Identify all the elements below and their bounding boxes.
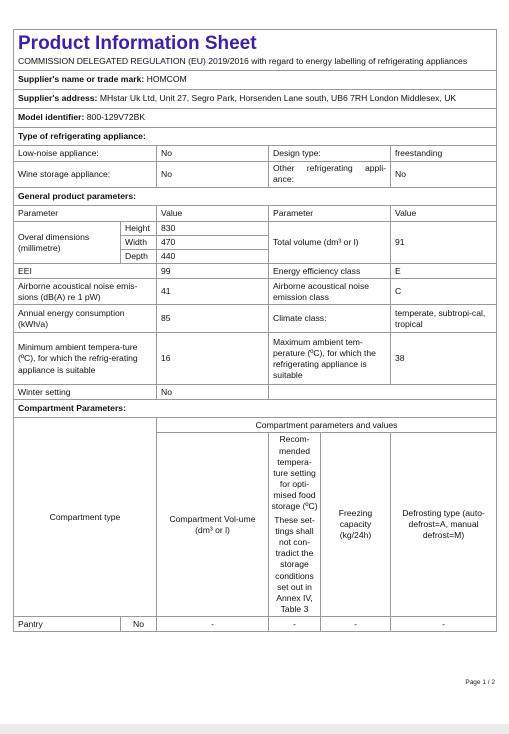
design-type-value: freestanding [391, 145, 497, 161]
compartment-heading-row [14, 400, 497, 418]
width-label: Width [121, 236, 157, 250]
dimension-height-row [14, 221, 497, 235]
compartment-volume-cell: - [157, 617, 269, 632]
parameter-header-right: Parameter [269, 205, 391, 221]
energy-class-label: Energy efficiency class [269, 264, 391, 279]
recommended-temperature-text: Recom-mended tempera-ture setting for opti-mised food storage (ºC) [271, 434, 318, 512]
low-noise-value: No [157, 145, 269, 161]
supplier-name-row [14, 70, 497, 89]
model-identifier-row [14, 108, 497, 127]
winter-setting-value: No [157, 385, 269, 400]
other-appliance-value: No [391, 161, 497, 187]
climate-class-value: temperate, subtropi-cal, tropical [391, 305, 497, 333]
ambient-temperature-row [14, 333, 497, 385]
noise-class-label: Airborne acoustical noise emission class [269, 279, 391, 305]
page-title: Product Information Sheet [18, 33, 257, 54]
page-number: Page 1 / 2 [465, 679, 495, 686]
winter-setting-empty [269, 385, 497, 400]
width-value: 470 [157, 236, 269, 250]
supplier-name-cell [14, 70, 497, 89]
noise-emission-value: 41 [157, 279, 269, 305]
freezing-capacity-header: Freezing capacity (kg/24h) [321, 433, 391, 617]
climate-class-label: Climate class: [269, 305, 391, 333]
eei-label: EEI [14, 264, 157, 279]
noise-emission-label: Airborne acoustical noise emis-sions (dB(A) re 1 pW) [14, 279, 157, 305]
compartment-volume-header: Compartment Vol-ume (dm³ or l) [157, 433, 269, 617]
winter-setting-label: Winter setting [14, 385, 157, 400]
wine-storage-row [14, 161, 497, 187]
supplier-address-value: MHstar Uk Ltd, Unit 27, Segro Park, Horsenden Lane south, UB6 7RH London Middlesex, UK [99, 93, 457, 104]
regulation-text: COMMISSION DELEGATED REGULATION (EU) 2019/2016 with regard to energy labelling of refrigerating appliances [18, 55, 468, 66]
compartment-params-heading-row [14, 418, 497, 433]
winter-setting-row [14, 385, 497, 400]
depth-label: Depth [121, 250, 157, 264]
value-header-left: Value [157, 205, 269, 221]
max-ambient-temp-label: Maximum ambient tem-perature (ºC), for which the refrigerating appliance is suitable [269, 333, 391, 385]
min-ambient-temp-label: Minimum ambient tempera-ture (ºC), for which the refrig-erating appliance is suitable [14, 333, 157, 385]
compartment-freezing-cell: - [321, 617, 391, 632]
appliance-type-heading: Type of refrigerating appliance: [14, 127, 497, 145]
supplier-address-cell [14, 89, 497, 108]
noise-class-value: C [391, 279, 497, 305]
max-ambient-temp-value: 38 [391, 333, 497, 385]
title-row [14, 30, 497, 71]
height-label: Height [121, 221, 157, 235]
wine-storage-label: Wine storage appliance: [14, 161, 157, 187]
recommended-temperature-header [269, 433, 321, 617]
annual-energy-value: 85 [157, 305, 269, 333]
eei-row [14, 264, 497, 279]
model-identifier-cell [14, 108, 497, 127]
general-column-header-row [14, 205, 497, 221]
defrosting-type-header: Defrosting type (auto-defrost=A, manual defrost=M) [391, 433, 497, 617]
annual-energy-label: Annual energy consumption (kWh/a) [14, 305, 157, 333]
total-volume-value: 91 [391, 221, 497, 264]
height-value: 830 [157, 221, 269, 235]
table-row [14, 617, 497, 632]
general-heading-row [14, 187, 497, 205]
supplier-name-label: Supplier's name or trade mark: [18, 74, 145, 85]
total-volume-label: Total volume (dm³ or l) [269, 221, 391, 264]
appliance-type-heading-row [14, 127, 497, 145]
other-appliance-label: Other refrigerating appli-ance: [269, 161, 391, 187]
design-type-label: Design type: [269, 145, 391, 161]
supplier-address-row [14, 89, 497, 108]
product-information-table [13, 29, 497, 632]
model-identifier-value: 800-129V72BK [86, 112, 146, 123]
annual-energy-row [14, 305, 497, 333]
noise-row [14, 279, 497, 305]
compartment-params-heading: Compartment parameters and values [157, 418, 497, 433]
compartment-temperature-cell: - [269, 617, 321, 632]
min-ambient-temp-value: 16 [157, 333, 269, 385]
parameter-header-left: Parameter [14, 205, 157, 221]
low-noise-row [14, 145, 497, 161]
value-header-right: Value [391, 205, 497, 221]
title-cell [14, 30, 497, 71]
compartment-type-cell: Pantry [14, 617, 121, 632]
energy-class-value: E [391, 264, 497, 279]
supplier-name-value: HOMCOM [146, 74, 187, 85]
compartment-type-header: Compartment type [14, 418, 157, 617]
compartment-present-cell: No [121, 617, 157, 632]
eei-value: 99 [157, 264, 269, 279]
storage-conditions-note: These set-tings shall not con-tradict the storage conditions set out in Annex IV, Table 3 [274, 514, 315, 615]
depth-value: 440 [157, 250, 269, 264]
model-identifier-label: Model identifier: [18, 112, 85, 123]
wine-storage-value: No [157, 161, 269, 187]
compartment-defrost-cell: - [391, 617, 497, 632]
supplier-address-label: Supplier's address: [18, 93, 98, 104]
compartment-heading: Compartment Parameters: [14, 400, 497, 418]
low-noise-label: Low-noise appliance: [14, 145, 157, 161]
general-heading: General product parameters: [14, 187, 497, 205]
dimensions-label: Overal dimensions (millimetre) [14, 221, 121, 264]
